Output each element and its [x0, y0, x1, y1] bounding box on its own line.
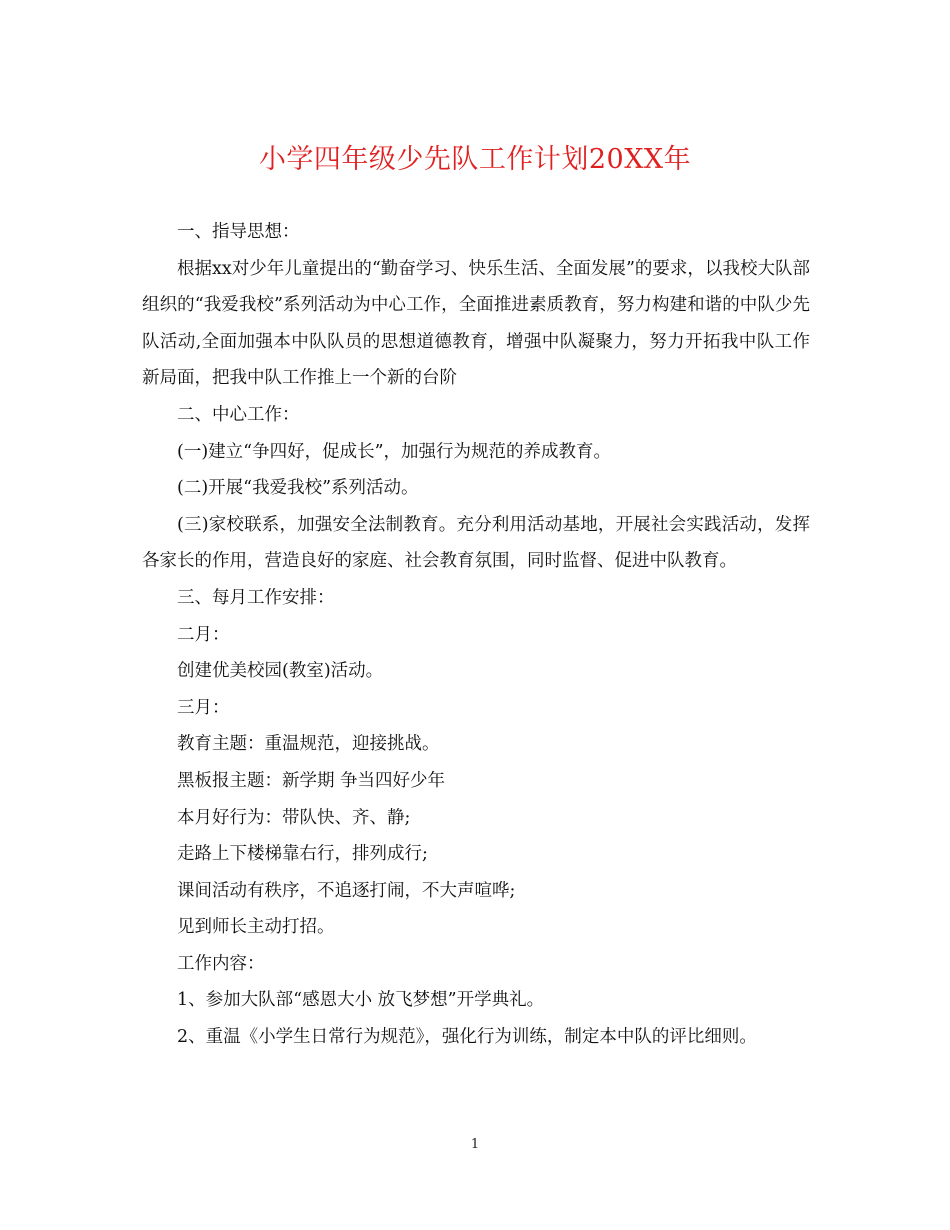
work-content-heading: 工作内容： [177, 953, 265, 974]
march-blackboard-theme: 黑板报主题：新学期 争当四好少年 [177, 770, 446, 791]
central-work-item-1: (一)建立“争四好，促成长”，加强行为规范的养成教育。 [177, 441, 612, 462]
section-heading-central-work: 二、中心工作： [177, 404, 300, 425]
work-content-item-2: 2、重温《小学生日常行为规范》，强化行为训练，制定本中队的评比细则。 [177, 1027, 757, 1048]
february-activity: 创建优美校园(教室)活动。 [177, 661, 384, 682]
march-behavior-stairs: 走路上下楼梯靠右行，排列成行; [177, 844, 428, 865]
paragraph-guiding-thought: 根据xx对少年儿童提出的“勤奋学习、快乐生活、全面发展”的要求，以我校大队部组织的“我爱我校”系列活动为中心工作，全面推进素质教育，努力构建和谐的中队少先队活动,全面加强本中队队员的思想道德教育，增强中队凝聚力，努力开拓我中队工作新局面，把我中队工作推上一个新的台阶 [142, 258, 810, 389]
central-work-item-2: (二)开展“我爱我校”系列活动。 [177, 478, 419, 499]
march-good-behavior: 本月好行为：带队快、齐、静; [177, 807, 411, 828]
march-behavior-greeting: 见到师长主动打招。 [177, 917, 335, 938]
march-education-theme: 教育主题：重温规范，迎接挑战。 [177, 734, 440, 755]
central-work-item-3: (三)家校联系，加强安全法制教育。充分利用活动基地，开展社会实践活动，发挥各家长的作用，营造良好的家庭、社会教育氛围，同时监督、促进中队教育。 [142, 514, 810, 572]
month-label-february: 二月： [177, 624, 230, 645]
month-label-march: 三月： [177, 697, 230, 718]
section-heading-guiding-thought: 一、指导思想： [177, 222, 300, 242]
document-title: 小学四年级少先队工作计划20XX年 [258, 144, 692, 175]
work-content-item-1: 1、参加大队部“感恩大小 放飞梦想”开学典礼。 [177, 990, 545, 1011]
section-heading-monthly-plan: 三、每月工作安排： [177, 587, 335, 608]
page-number: 1 [470, 1137, 480, 1152]
march-behavior-recess: 课间活动有秩序，不追逐打闹，不大声喧哗; [177, 880, 516, 901]
document-body [142, 214, 810, 1056]
